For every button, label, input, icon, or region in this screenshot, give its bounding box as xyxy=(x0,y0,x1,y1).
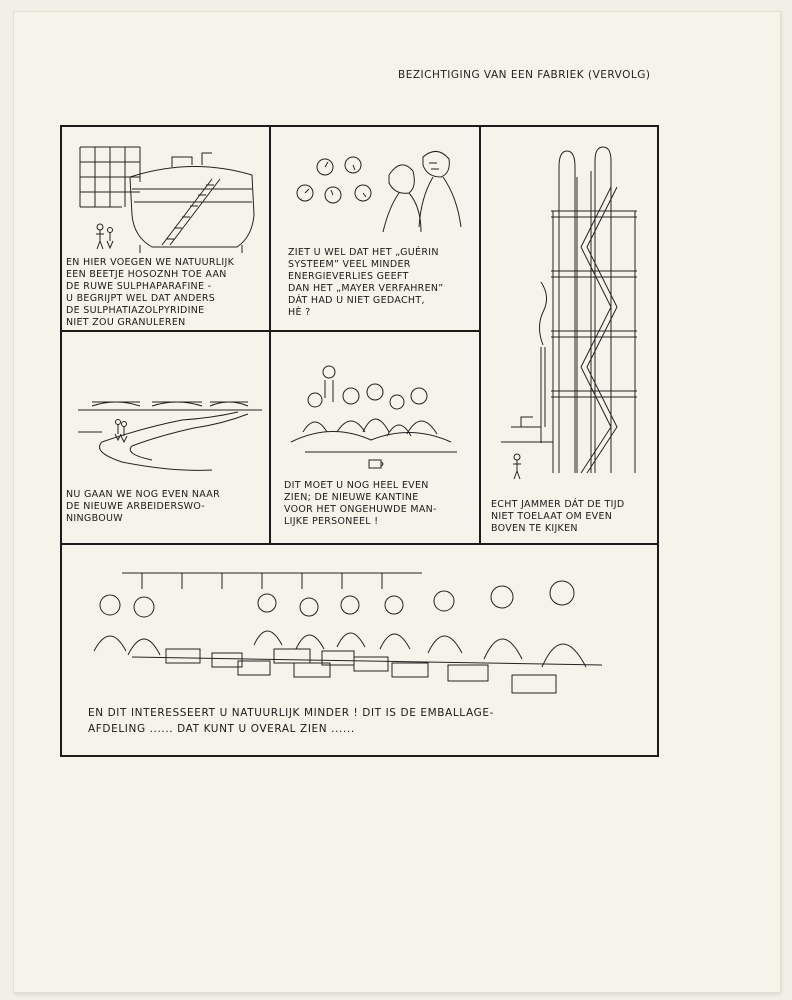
panel-3-caption: ECHT JAMMER DÁT DE TIJD NIET TOELAAT OM EVEN BOVEN TE KIJKEN xyxy=(491,499,625,534)
panel-4-caption: NU GAAN WE NOG EVEN NAAR DE NIEUWE ARBEIDERSWO- NINGBOUW xyxy=(66,489,221,524)
distillation-tower-illustration xyxy=(481,127,659,545)
panel-6-caption: EN DIT INTERESSEERT U NATUURLIJK MINDER ! DIT IS DE EMBALLAGE- AFDELING ...... DAT KUNT U OVERAL ZIEN ...... xyxy=(88,707,494,735)
comic-panel-3 xyxy=(479,125,659,545)
comic-panel-5 xyxy=(269,330,481,545)
comic-panel-2 xyxy=(269,125,481,332)
comic-panel-4 xyxy=(60,330,271,545)
page-title: BEZICHTIGING VAN EEN FABRIEK (VERVOLG) xyxy=(398,69,651,81)
panel-1-caption: EN HIER VOEGEN WE NATUURLIJK EEN BEETJE HOSOZNH TOE AAN DE RUWE SULPHAPARAFINE - U BEGRIJPT WEL DAT ANDERS DE SULPHATIAZOLPYRIDINE NIET ZOU GRANULEREN xyxy=(66,257,235,328)
panel-2-caption: ZIET U WEL DAT HET „GUÉRIN SYSTEEM” VEEL MINDER ENERGIEVERLIES GEEFT DAN HET „MAYER VERFAHREN” DÁT HAD U NIET GEDACHT, HÈ ? xyxy=(288,247,444,318)
comic-panel-6 xyxy=(60,543,659,757)
panel-5-caption: DIT MOET U NOG HEEL EVEN ZIEN; DE NIEUWE KANTINE VOOR HET ONGEHUWDE MAN- LIJKE PERSONEEL ! xyxy=(284,480,437,527)
comic-panel-1 xyxy=(60,125,271,332)
